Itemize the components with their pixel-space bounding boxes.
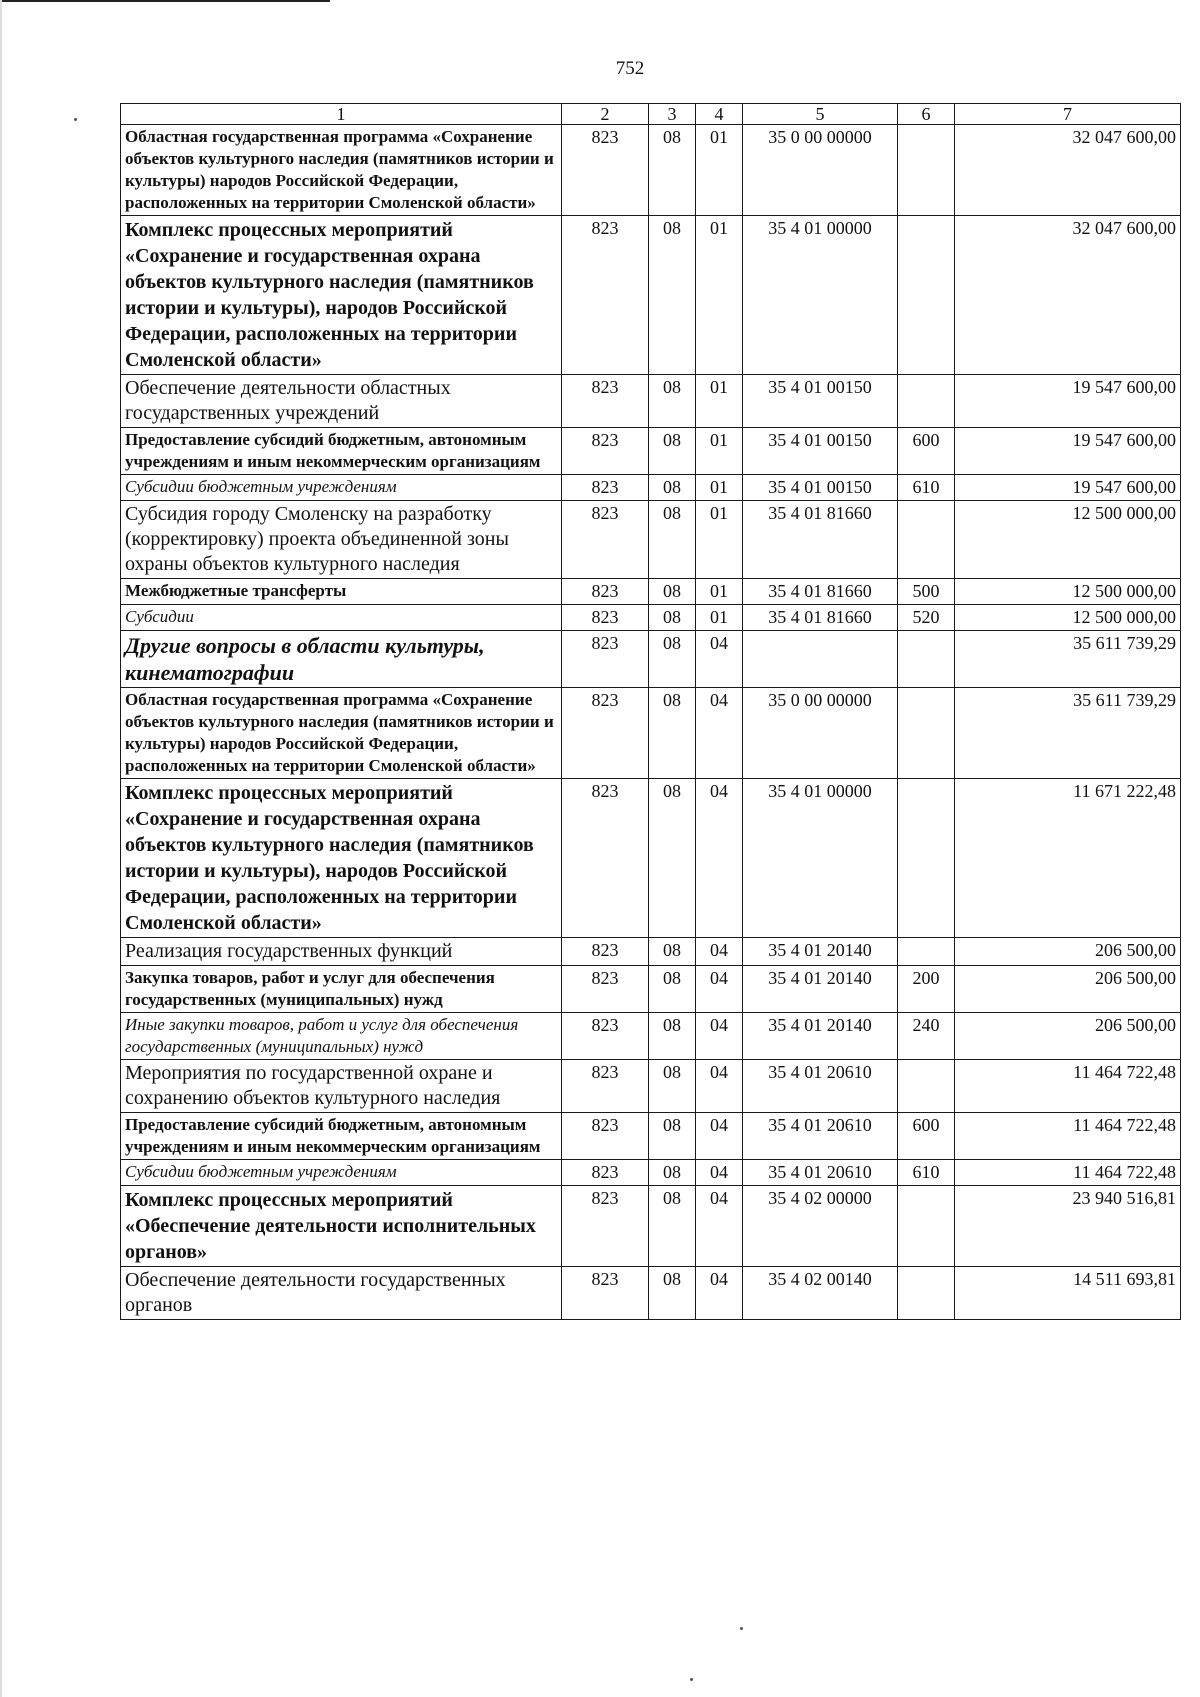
subsection-code-cell: 04 xyxy=(696,688,743,779)
amount-cell: 19 547 600,00 xyxy=(955,375,1181,428)
subsection-code-cell: 04 xyxy=(696,1013,743,1060)
ministry-code-cell: 823 xyxy=(562,631,649,688)
section-code-cell: 08 xyxy=(649,966,696,1013)
target-article-cell: 35 4 01 20610 xyxy=(743,1113,898,1160)
target-article-cell: 35 4 01 00150 xyxy=(743,375,898,428)
target-article-cell: 35 0 00 00000 xyxy=(743,688,898,779)
table-row xyxy=(121,688,1181,779)
expense-type-cell: 500 xyxy=(898,579,955,605)
ministry-code-cell: 823 xyxy=(562,1160,649,1186)
expense-type-cell xyxy=(898,779,955,938)
row-name-cell: Предоставление субсидий бюджетным, автономным учреждениям и иным некоммерческим организациям xyxy=(121,428,562,475)
ministry-code-cell: 823 xyxy=(562,938,649,966)
section-code-cell: 08 xyxy=(649,779,696,938)
section-code-cell: 08 xyxy=(649,579,696,605)
section-code-cell: 08 xyxy=(649,1060,696,1113)
table-row xyxy=(121,1267,1181,1320)
expense-type-cell: 600 xyxy=(898,1113,955,1160)
table-row xyxy=(121,1113,1181,1160)
target-article-cell: 35 4 01 00150 xyxy=(743,428,898,475)
ministry-code-cell: 823 xyxy=(562,125,649,216)
ministry-code-cell: 823 xyxy=(562,1186,649,1267)
row-name-cell: Комплекс процессных мероприятий «Сохранение и государственная охрана объектов культурного наследия (памятников истории и культуры), народов Российской Федерации, расположенных на территории Смоленской области» xyxy=(121,216,562,375)
column-number-row xyxy=(121,104,1181,125)
budget-rows xyxy=(121,125,1181,1320)
ministry-code-cell: 823 xyxy=(562,779,649,938)
section-code-cell: 08 xyxy=(649,428,696,475)
subsection-code-cell: 04 xyxy=(696,1267,743,1320)
subsection-code-cell: 04 xyxy=(696,1186,743,1267)
target-article-cell: 35 0 00 00000 xyxy=(743,125,898,216)
column-header: 4 xyxy=(696,104,743,125)
ministry-code-cell: 823 xyxy=(562,375,649,428)
section-code-cell: 08 xyxy=(649,631,696,688)
target-article-cell: 35 4 01 20610 xyxy=(743,1060,898,1113)
section-code-cell: 08 xyxy=(649,1113,696,1160)
amount-cell: 14 511 693,81 xyxy=(955,1267,1181,1320)
table-row xyxy=(121,1060,1181,1113)
expense-type-cell xyxy=(898,375,955,428)
page-number: 752 xyxy=(615,58,645,79)
row-name-cell: Субсидии xyxy=(121,605,562,631)
expense-type-cell: 520 xyxy=(898,605,955,631)
row-name-cell: Иные закупки товаров, работ и услуг для обеспечения государственных (муниципальных) нужд xyxy=(121,1013,562,1060)
table-row xyxy=(121,428,1181,475)
scan-speck xyxy=(74,118,77,121)
column-header: 5 xyxy=(743,104,898,125)
target-article-cell: 35 4 01 20140 xyxy=(743,938,898,966)
amount-cell: 35 611 739,29 xyxy=(955,688,1181,779)
target-article-cell: 35 4 01 20140 xyxy=(743,1013,898,1060)
expense-type-cell xyxy=(898,938,955,966)
subsection-code-cell: 04 xyxy=(696,779,743,938)
amount-cell: 12 500 000,00 xyxy=(955,579,1181,605)
target-article-cell: 35 4 01 00150 xyxy=(743,475,898,501)
row-name-cell: Комплекс процессных мероприятий «Обеспечение деятельности исполнительных органов» xyxy=(121,1186,562,1267)
subsection-code-cell: 01 xyxy=(696,605,743,631)
ministry-code-cell: 823 xyxy=(562,428,649,475)
table-row xyxy=(121,501,1181,579)
table-row xyxy=(121,938,1181,966)
expense-type-cell xyxy=(898,688,955,779)
ministry-code-cell: 823 xyxy=(562,688,649,779)
amount-cell: 12 500 000,00 xyxy=(955,501,1181,579)
section-code-cell: 08 xyxy=(649,475,696,501)
subsection-code-cell: 04 xyxy=(696,938,743,966)
amount-cell: 11 671 222,48 xyxy=(955,779,1181,938)
ministry-code-cell: 823 xyxy=(562,1267,649,1320)
table-row xyxy=(121,966,1181,1013)
amount-cell: 11 464 722,48 xyxy=(955,1113,1181,1160)
subsection-code-cell: 04 xyxy=(696,631,743,688)
table-row xyxy=(121,1160,1181,1186)
expense-type-cell: 610 xyxy=(898,1160,955,1186)
amount-cell: 11 464 722,48 xyxy=(955,1060,1181,1113)
subsection-code-cell: 01 xyxy=(696,579,743,605)
row-name-cell: Областная государственная программа «Сохранение объектов культурного наследия (памятников истории и культуры) народов Российской Федерации, расположенных на территории Смоленской области» xyxy=(121,125,562,216)
table-row xyxy=(121,579,1181,605)
row-name-cell: Областная государственная программа «Сохранение объектов культурного наследия (памятников истории и культуры) народов Российской Федерации, расположенных на территории Смоленской области» xyxy=(121,688,562,779)
section-code-cell: 08 xyxy=(649,125,696,216)
subsection-code-cell: 01 xyxy=(696,125,743,216)
row-name-cell: Мероприятия по государственной охране и сохранению объектов культурного наследия xyxy=(121,1060,562,1113)
section-code-cell: 08 xyxy=(649,1267,696,1320)
ministry-code-cell: 823 xyxy=(562,966,649,1013)
table-row xyxy=(121,125,1181,216)
target-article-cell: 35 4 01 20610 xyxy=(743,1160,898,1186)
row-name-cell: Субсидия городу Смоленску на разработку (корректировку) проекта объединенной зоны охраны объектов культурного наследия xyxy=(121,501,562,579)
row-name-cell: Субсидии бюджетным учреждениям xyxy=(121,475,562,501)
scan-edge-line xyxy=(0,0,330,2)
section-code-cell: 08 xyxy=(649,688,696,779)
table-row xyxy=(121,779,1181,938)
subsection-code-cell: 01 xyxy=(696,501,743,579)
section-code-cell: 08 xyxy=(649,1160,696,1186)
row-name-cell: Межбюджетные трансферты xyxy=(121,579,562,605)
amount-cell: 11 464 722,48 xyxy=(955,1160,1181,1186)
ministry-code-cell: 823 xyxy=(562,1013,649,1060)
amount-cell: 12 500 000,00 xyxy=(955,605,1181,631)
amount-cell: 19 547 600,00 xyxy=(955,475,1181,501)
ministry-code-cell: 823 xyxy=(562,605,649,631)
row-name-cell: Закупка товаров, работ и услуг для обеспечения государственных (муниципальных) нужд xyxy=(121,966,562,1013)
expense-type-cell: 200 xyxy=(898,966,955,1013)
scan-left-edge xyxy=(0,0,2,1697)
expense-type-cell xyxy=(898,1186,955,1267)
subsection-code-cell: 01 xyxy=(696,428,743,475)
amount-cell: 35 611 739,29 xyxy=(955,631,1181,688)
section-code-cell: 08 xyxy=(649,375,696,428)
section-code-cell: 08 xyxy=(649,605,696,631)
target-article-cell xyxy=(743,631,898,688)
subsection-code-cell: 01 xyxy=(696,375,743,428)
table-row xyxy=(121,375,1181,428)
section-code-cell: 08 xyxy=(649,216,696,375)
column-header: 3 xyxy=(649,104,696,125)
row-name-cell: Субсидии бюджетным учреждениям xyxy=(121,1160,562,1186)
target-article-cell: 35 4 01 81660 xyxy=(743,501,898,579)
subsection-code-cell: 04 xyxy=(696,966,743,1013)
target-article-cell: 35 4 01 81660 xyxy=(743,605,898,631)
amount-cell: 206 500,00 xyxy=(955,938,1181,966)
subsection-code-cell: 04 xyxy=(696,1113,743,1160)
section-code-cell: 08 xyxy=(649,501,696,579)
table-row xyxy=(121,1013,1181,1060)
section-code-cell: 08 xyxy=(649,938,696,966)
subsection-code-cell: 04 xyxy=(696,1060,743,1113)
expense-type-cell xyxy=(898,216,955,375)
expense-type-cell xyxy=(898,125,955,216)
table-row xyxy=(121,1186,1181,1267)
target-article-cell: 35 4 01 20140 xyxy=(743,966,898,1013)
expense-type-cell: 600 xyxy=(898,428,955,475)
expense-type-cell xyxy=(898,631,955,688)
ministry-code-cell: 823 xyxy=(562,579,649,605)
expense-type-cell xyxy=(898,1267,955,1320)
ministry-code-cell: 823 xyxy=(562,216,649,375)
section-code-cell: 08 xyxy=(649,1186,696,1267)
expense-type-cell xyxy=(898,1060,955,1113)
amount-cell: 19 547 600,00 xyxy=(955,428,1181,475)
budget-table xyxy=(120,103,1181,1320)
row-name-cell: Комплекс процессных мероприятий «Сохранение и государственная охрана объектов культурного наследия (памятников истории и культуры), народов Российской Федерации, расположенных на территории Смоленской области» xyxy=(121,779,562,938)
amount-cell: 206 500,00 xyxy=(955,966,1181,1013)
target-article-cell: 35 4 02 00000 xyxy=(743,1186,898,1267)
expense-type-cell: 240 xyxy=(898,1013,955,1060)
column-header: 2 xyxy=(562,104,649,125)
amount-cell: 32 047 600,00 xyxy=(955,216,1181,375)
target-article-cell: 35 4 01 00000 xyxy=(743,779,898,938)
target-article-cell: 35 4 01 81660 xyxy=(743,579,898,605)
table-row xyxy=(121,216,1181,375)
amount-cell: 23 940 516,81 xyxy=(955,1186,1181,1267)
amount-cell: 206 500,00 xyxy=(955,1013,1181,1060)
expense-type-cell: 610 xyxy=(898,475,955,501)
column-header: 1 xyxy=(121,104,562,125)
column-header: 6 xyxy=(898,104,955,125)
subsection-code-cell: 01 xyxy=(696,216,743,375)
scan-speck xyxy=(690,1678,693,1681)
target-article-cell: 35 4 01 00000 xyxy=(743,216,898,375)
ministry-code-cell: 823 xyxy=(562,501,649,579)
column-header: 7 xyxy=(955,104,1181,125)
section-code-cell: 08 xyxy=(649,1013,696,1060)
row-name-cell: Реализация государственных функций xyxy=(121,938,562,966)
ministry-code-cell: 823 xyxy=(562,1060,649,1113)
ministry-code-cell: 823 xyxy=(562,1113,649,1160)
target-article-cell: 35 4 02 00140 xyxy=(743,1267,898,1320)
row-name-cell: Обеспечение деятельности областных государственных учреждений xyxy=(121,375,562,428)
amount-cell: 32 047 600,00 xyxy=(955,125,1181,216)
row-name-cell: Предоставление субсидий бюджетным, автономным учреждениям и иным некоммерческим организациям xyxy=(121,1113,562,1160)
row-name-cell: Другие вопросы в области культуры, кинематографии xyxy=(121,631,562,688)
table-row xyxy=(121,631,1181,688)
subsection-code-cell: 04 xyxy=(696,1160,743,1186)
scan-speck xyxy=(740,1627,743,1630)
row-name-cell: Обеспечение деятельности государственных органов xyxy=(121,1267,562,1320)
table-row xyxy=(121,605,1181,631)
table-row xyxy=(121,475,1181,501)
expense-type-cell xyxy=(898,501,955,579)
subsection-code-cell: 01 xyxy=(696,475,743,501)
ministry-code-cell: 823 xyxy=(562,475,649,501)
